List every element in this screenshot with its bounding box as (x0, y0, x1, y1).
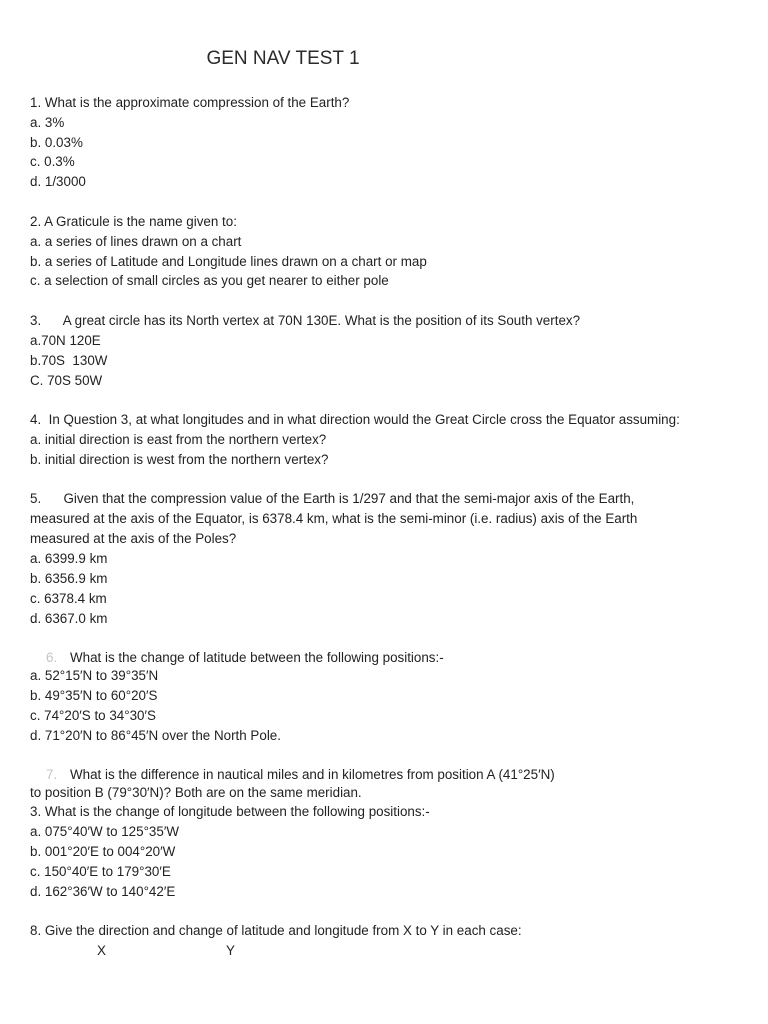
column-header-y: Y (226, 943, 235, 958)
question-7-text-line-2: to position B (79°30′N)? Both are on the same meridian. (30, 785, 362, 800)
question-2-option-c: c. a selection of small circles as you get nearer to either pole (30, 273, 389, 288)
question-1-option-a: a. 3% (30, 115, 65, 130)
question-6-option-c: c. 74°20′S to 34°30′S (30, 708, 156, 723)
question-3-option-b: b.70S 130W (30, 353, 108, 368)
question-7-text-line-1: What is the difference in nautical miles and in kilometres from position A (41°25′N) (70, 767, 555, 782)
question-3-option-a: a.70N 120E (30, 333, 101, 348)
question-6-option-b: b. 49°35′N to 60°20′S (30, 688, 158, 703)
question-3b-option-c: c. 150°40′E to 179°30′E (30, 864, 171, 879)
question-1-text: 1. What is the approximate compression of the Earth? (30, 95, 350, 110)
question-3-option-c: C. 70S 50W (30, 373, 103, 388)
question-7-number: 7. (46, 767, 58, 782)
question-6-option-d: d. 71°20′N to 86°45′N over the North Pole. (30, 728, 281, 743)
question-6-option-a: a. 52°15′N to 39°35′N (30, 668, 159, 683)
question-1-option-c: c. 0.3% (30, 154, 75, 169)
question-3b-text: 3. What is the change of longitude between the following positions:- (30, 804, 430, 819)
column-header-x: X (97, 943, 106, 958)
question-6-text: What is the change of latitude between the following positions:- (70, 650, 444, 665)
question-6-number: 6. (46, 650, 58, 665)
question-2-option-a: a. a series of lines drawn on a chart (30, 234, 242, 249)
question-5-option-a: a. 6399.9 km (30, 551, 108, 566)
question-3-text: 3. A great circle has its North vertex at 70N 130E. What is the position of its South vertex? (30, 313, 581, 328)
question-5-option-b: b. 6356.9 km (30, 571, 108, 586)
question-2-option-b: b. a series of Latitude and Longitude lines drawn on a chart or map (30, 254, 427, 269)
question-4-text: 4. In Question 3, at what longitudes and in what direction would the Great Circle cross the Equator assuming: (30, 412, 680, 427)
question-5-option-d: d. 6367.0 km (30, 611, 108, 626)
question-2-text: 2. A Graticule is the name given to: (30, 214, 237, 229)
question-1-option-b: b. 0.03% (30, 135, 83, 150)
question-4-part-a: a. initial direction is east from the northern vertex? (30, 432, 327, 447)
question-5-option-c: c. 6378.4 km (30, 591, 107, 606)
question-5-text-line-1: 5. Given that the compression value of the Earth is 1/297 and that the semi-major axis of the Earth, (30, 491, 635, 506)
question-5-text-line-2: measured at the axis of the Equator, is 6378.4 km, what is the semi-minor (i.e. radius) axis of the Earth (30, 511, 638, 526)
question-1-option-d: d. 1/3000 (30, 174, 86, 189)
question-8-text: 8. Give the direction and change of latitude and longitude from X to Y in each case: (30, 923, 522, 938)
document-title: GEN NAV TEST 1 (206, 48, 360, 69)
question-3b-option-d: d. 162°36′W to 140°42′E (30, 884, 176, 899)
question-3b-option-b: b. 001°20′E to 004°20′W (30, 844, 176, 859)
question-5-text-line-3: measured at the axis of the Poles? (30, 531, 237, 546)
question-3b-option-a: a. 075°40′W to 125°35′W (30, 824, 179, 839)
question-4-part-b: b. initial direction is west from the northern vertex? (30, 452, 329, 467)
